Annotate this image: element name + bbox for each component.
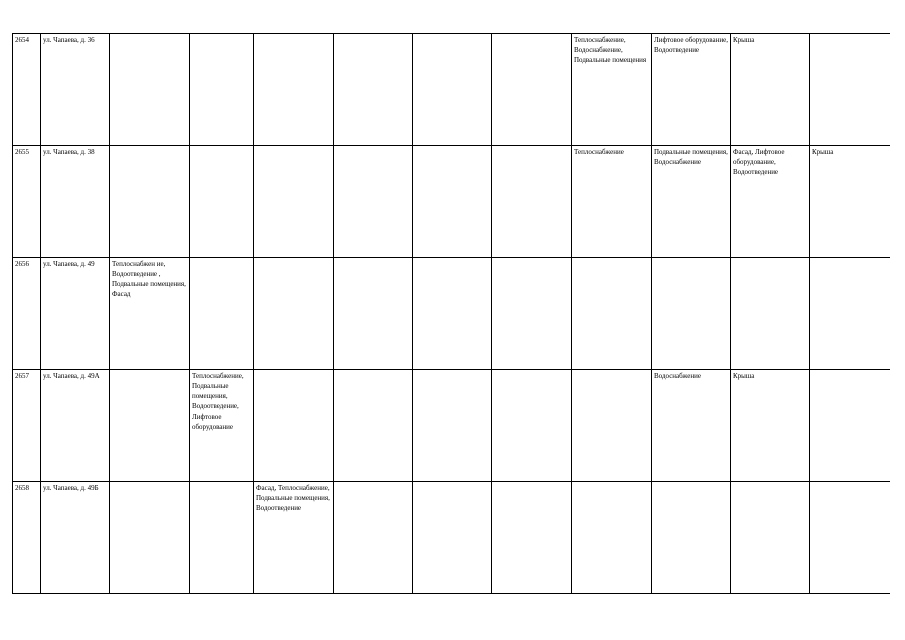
- work-type-cell: [254, 146, 334, 258]
- work-type-cell: [254, 258, 334, 370]
- address-cell: ул. Чапаева, д. 49: [41, 258, 110, 370]
- work-type-cell: [334, 258, 413, 370]
- work-type-cell: [572, 482, 652, 594]
- work-type-cell: [572, 258, 652, 370]
- work-type-cell: [731, 482, 810, 594]
- address-cell: ул. Чапаева, д. 49Б: [41, 482, 110, 594]
- work-type-cell: [334, 34, 413, 146]
- work-type-cell: [110, 34, 190, 146]
- work-type-cell: Крыша: [731, 370, 810, 482]
- work-type-cell: Теплоснабжение, Водоснабжение, Подвальные помещения: [572, 34, 652, 146]
- work-type-cell: [190, 146, 254, 258]
- table-row: [13, 482, 890, 594]
- address-cell: ул. Чапаева, д. 36: [41, 34, 110, 146]
- table-row: [13, 146, 890, 258]
- work-type-cell: [572, 370, 652, 482]
- work-type-cell: [190, 482, 254, 594]
- row-number-cell: 2657: [13, 370, 41, 482]
- work-type-cell: Теплоснабжен ие, Водоотведение , Подвальные помещения, Фасад: [110, 258, 190, 370]
- work-type-cell: [413, 258, 492, 370]
- work-type-cell: [492, 34, 572, 146]
- work-type-cell: [492, 146, 572, 258]
- work-type-cell: [110, 146, 190, 258]
- work-type-cell: [413, 34, 492, 146]
- work-type-cell: [810, 34, 890, 146]
- row-number-cell: 2655: [13, 146, 41, 258]
- address-cell: ул. Чапаева, д. 38: [41, 146, 110, 258]
- table-row: [13, 258, 890, 370]
- work-type-cell: Крыша: [731, 34, 810, 146]
- work-type-cell: [652, 258, 731, 370]
- address-cell: ул. Чапаева, д. 49А: [41, 370, 110, 482]
- work-type-cell: [413, 370, 492, 482]
- work-type-cell: [334, 146, 413, 258]
- work-type-cell: [190, 34, 254, 146]
- row-number-cell: 2656: [13, 258, 41, 370]
- work-type-cell: [413, 146, 492, 258]
- work-type-cell: [492, 370, 572, 482]
- work-type-cell: [110, 482, 190, 594]
- work-type-cell: [334, 482, 413, 594]
- work-type-cell: Крыша: [810, 146, 890, 258]
- work-type-cell: [334, 370, 413, 482]
- work-type-cell: [492, 482, 572, 594]
- row-number-cell: 2658: [13, 482, 41, 594]
- work-type-cell: Теплоснабжение: [572, 146, 652, 258]
- work-type-cell: Лифтовое оборудование, Водоотведение: [652, 34, 731, 146]
- document-table: [12, 33, 890, 594]
- work-type-cell: Подвальные помещения, Водоснабжение: [652, 146, 731, 258]
- work-type-cell: Фасад, Теплоснабжение, Подвальные помещения, Водоотведение: [254, 482, 334, 594]
- work-type-cell: Теплоснабжение, Подвальные помещения, Водоотведение, Лифтовое оборудование: [190, 370, 254, 482]
- table-row: [13, 34, 890, 146]
- work-type-cell: [254, 34, 334, 146]
- work-type-cell: [413, 482, 492, 594]
- work-type-cell: [190, 258, 254, 370]
- row-number-cell: 2654: [13, 34, 41, 146]
- work-type-cell: [652, 482, 731, 594]
- work-type-cell: [110, 370, 190, 482]
- work-type-cell: [810, 482, 890, 594]
- work-type-cell: Водоснабжение: [652, 370, 731, 482]
- table-row: [13, 370, 890, 482]
- work-type-cell: [254, 370, 334, 482]
- work-type-cell: [810, 258, 890, 370]
- work-type-cell: Фасад, Лифтовое оборудование, Водоотведение: [731, 146, 810, 258]
- work-type-cell: [492, 258, 572, 370]
- work-type-cell: [731, 258, 810, 370]
- work-type-cell: [810, 370, 890, 482]
